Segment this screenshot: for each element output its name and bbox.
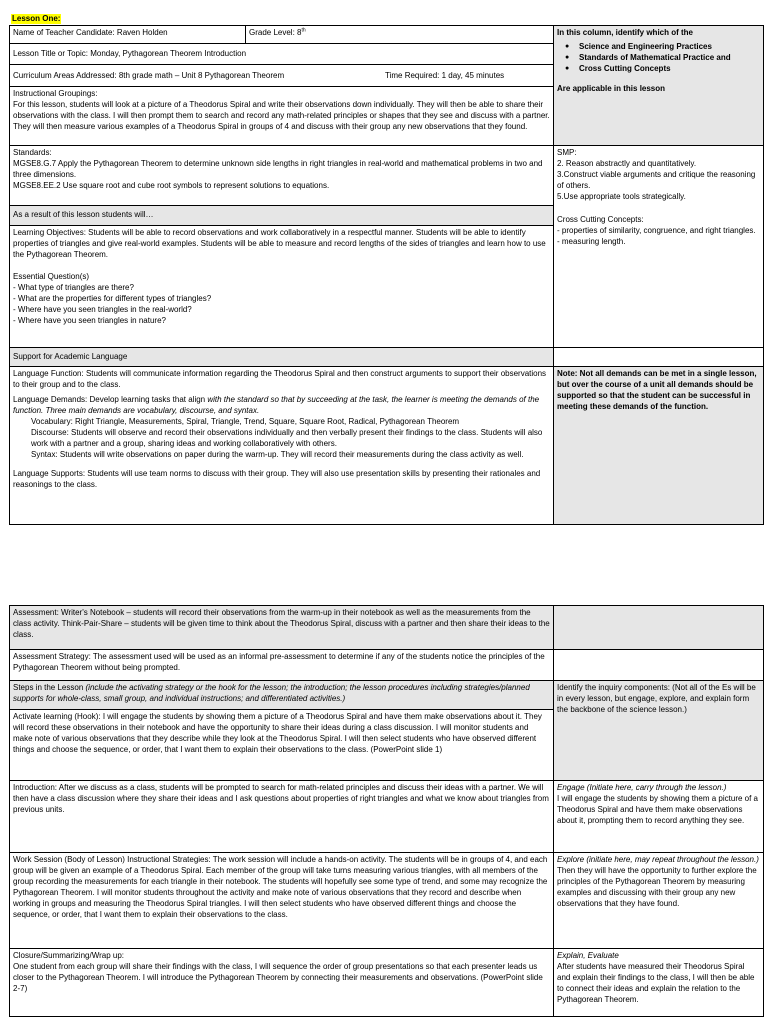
academic-language-label-cell: Support for Academic Language xyxy=(10,348,554,367)
practices-list xyxy=(557,41,760,74)
lesson-plan-table-top xyxy=(9,25,764,525)
teacher-name-cell: Name of Teacher Candidate: Raven Holden xyxy=(10,26,246,44)
grade-level-cell: Grade Level: 8th xyxy=(246,26,554,44)
inquiry-cell: Identify the inquiry components: (Not all of the Es will be in every lesson, but engage, explore, and explain form the backbone of the science lesson.) xyxy=(554,681,764,781)
work-session-cell: Work Session (Body of Lesson) Instructional Strategies: The work session will include a hands-on activity. The students will be in groups of 4, and each group will be given an example of a Theodorus Spiral. Each member of the group will take turns measuring various triangles, with all members of the group recording the measurements for each triangle in their notebook. The students will hopefully see some type of trend, and some may recognize the Pythagorean Theorem. I will monitor students throughout the activity and make note of various observations that they record and describe when working in groups and measuring the Theodorus Spiral triangles. I will then select students who have observed different things and choose the sequence, or order, that I want them to explain their observations to the class. xyxy=(10,853,554,949)
introduction-cell: Introduction: After we discuss as a class, students will be prompted to search for math-related principles and discuss their ideas with a partner. We will then have a class discussion where they share their ideas and I ask questions about properties of right triangles and what we know about triangles from previous units. xyxy=(10,781,554,853)
note-cell: Note: Not all demands can be met in a single lesson, but over the course of a unit all demands should be supported so that the student can be successful in meeting these demands of the function. xyxy=(554,367,764,525)
steps-label-cell: Steps in the Lesson (include the activating strategy or the hook for the lesson; the introduction; the lesson procedures including strategies/planned supports for whole-class, small group, and individual instructions; and differentiated activities.) xyxy=(10,681,554,710)
practices-instruction-cell: In this column, identify which of the ● Science and Engineering Practices ● Standards of Mathematical Practice and ● Cross Cutting Concepts Are applicable in this lesson xyxy=(554,26,764,146)
curriculum-cell: Curriculum Areas Addressed: 8th grade math – Unit 8 Pythagorean Theorem Time Required: 1 day, 45 minutes xyxy=(10,65,554,87)
objectives-cell: Learning Objectives: Students will be able to record observations and work collaboratively in a respectful manner. Students will be able to identify properties of triangles and give real-world examples. Students will be able to measure and record lengths of the sides of triangles and learn how to use the Pythagorean Theorem. Essential Question(s) - What type of triangles are there? - What are the properties for different types of triangles? - Where have you seen triangles in the real-world? - Where have you seen triangles in nature? xyxy=(10,226,554,348)
practice-item: ● Science and Engineering Practices xyxy=(579,41,760,52)
lesson-title-cell: Lesson Title or Topic: Monday, Pythagorean Theorem Introduction xyxy=(10,44,554,65)
standards-cell: Standards: MGSE8.G.7 Apply the Pythagorean Theorem to determine unknown side lengths in right triangles in real-world and mathematical problems in two and three dimensions. MGSE8.EE.2 Use square root and cube root symbols to represent solutions to equations. xyxy=(10,146,554,206)
lesson-plan-table-bottom xyxy=(9,605,764,1017)
closure-cell: Closure/Summarizing/Wrap up: One student from each group will share their findings with the class, I will sequence the order of group presentations so that each presenter leads us closer to the Pythagorean Theorem. I will introduce the Pythagorean Theorem by connecting their measurements and observations. (PowerPoint slide 2-7) xyxy=(10,949,554,1017)
hook-cell: Activate learning (Hook): I will engage the students by showing them a picture of a Theodorus Spiral and have them make observations about it. They will record these observations in their notebook and have the opportunity to share their ideas during a class discussion. I will monitor students and make note of various observations that they describe while they look at the Theodorus Spiral. I will then select students who have observed different things and choose the sequence, or order, that I want them to explain their observations to the class. (PowerPoint slide 1) xyxy=(10,710,554,781)
instructional-groupings-cell: Instructional Groupings: For this lesson, students will look at a picture of a Theodorus Spiral and write their observations down individually. They will then be able to share their observations with the class. I will then prompt them to search and record any math-related principles or shapes that they see and discuss with a partner. They will then measure various examples of a Theodorus Spiral in groups of 4 and discuss with their group any new observations that they found. xyxy=(10,87,554,146)
assessment-strategy-right-cell xyxy=(554,650,764,681)
assessment-right-cell xyxy=(554,606,764,650)
assessment-cell: Assessment: Writer's Notebook – students will record their observations from the warm-up in their notebook as well as the measurements from the class activity. Think-Pair-Share – students will be given time to think about the Theodorus Spiral, discuss with a partner and then share their ideas to the class. xyxy=(10,606,554,650)
time-required: Time Required: 1 day, 45 minutes xyxy=(385,71,505,80)
smp-cell: SMP: 2. Reason abstractly and quantitatively. 3.Construct viable arguments and critique the reasoning of others. 5.Use appropriate tools strategically. Cross Cutting Concepts: - properties of similarity, congruence, and right triangles. - measuring length. xyxy=(554,146,764,348)
practice-item: ● Standards of Mathematical Practice and xyxy=(579,52,760,63)
explain-cell: Explain, Evaluate After students have measured their Theodorus Spiral and explain their findings to the class, I will then be able to connect their ideas and explain the relation to the Pythagorean Theorem. xyxy=(554,949,764,1017)
language-function-cell: Language Function: Students will communicate information regarding the Theodorus Spiral and then construct arguments to support their observations to their group and to the class. Language Demands: Develop learning tasks that align with the standard so that by succeeding at the task, the learner is meeting the demands of the function. Three main demands are vocabulary, discourse, and syntax. Vocabulary: Right Triangle, Measurements, Spiral, Triangle, Trend, Square, Square Root, Radical, Pythagorean Theorem Discourse: Students will observe and record their observations individually and then verbally present their findings to the class. Students will also work with a partner and a group, sharing ideas and working collaboratively with others. Syntax: Students will write observations on paper during the warm-up. They will record their measurements during the class activity as well. Language Supports: Students will use team norms to discuss with their group. They will also use presentation skills by presenting their rationales and reasonings to the class. xyxy=(10,367,554,525)
page-title: Lesson One: xyxy=(12,14,61,23)
assessment-strategy-cell: Assessment Strategy: The assessment used will be used as an informal pre-assessment to determine if any of the students notice the principles of the Pythagorean Theorem without being prompted. xyxy=(10,650,554,681)
explore-cell: Explore (initiate here, may repeat throughout the lesson.) Then they will have the opportunity to further explore the principles of the Pythagorean Theorem by measuring examples and discussing with their group any new observations that they have found. xyxy=(554,853,764,949)
practice-item: ● Cross Cutting Concepts xyxy=(579,63,760,74)
academic-language-right-cell xyxy=(554,348,764,367)
engage-cell: Engage (Initiate here, carry through the lesson.) I will engage the students by showing them a picture of a Theodorus Spiral and have them make observations about it, prompting them to record anything they see. xyxy=(554,781,764,853)
result-label-cell: As a result of this lesson students will… xyxy=(10,206,554,226)
